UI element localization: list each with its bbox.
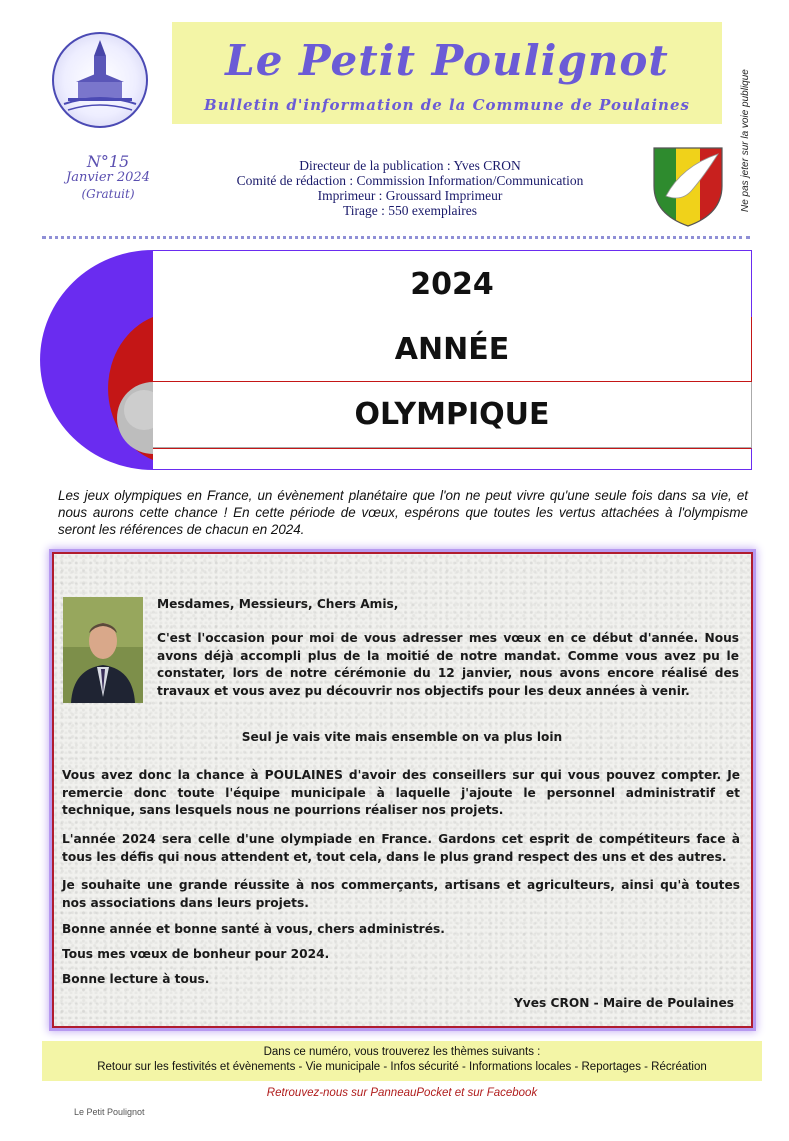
publication-credits [200, 158, 620, 218]
newsletter-title: Le Petit Poulignot [225, 36, 669, 85]
letter-greeting: Mesdames, Messieurs, Chers Amis, [157, 597, 399, 611]
credit-committee: Comité de rédaction : Commission Information/Communication [236, 173, 584, 188]
header-divider [42, 236, 750, 239]
letter-paragraph: C'est l'occasion pour moi de vous adresser mes vœux en ce début d'année. Nous avons déjà accompli plus de la moitié de notre mandat. Comme vous avez pu le constater, lors de notre cérémonie du 12 janvier, nous avons encore réalisé des travaux et vous avez pu découvrir nos objectifs pour les deux années à venir. [157, 631, 739, 698]
page-footer-name: Le Petit Poulignot [74, 1107, 145, 1117]
issue-number: N°15 [86, 152, 130, 171]
letter-paragraph: Bonne lecture à tous. [62, 972, 210, 986]
banner-olympique: OLYMPIQUE [153, 382, 752, 448]
banner-annee: ANNÉE [153, 317, 752, 382]
intro-paragraph: Les jeux olympiques en France, un évènement planétaire que l'on ne peut vivre qu'une seule fois dans sa vie, et nous aurons cette chance ! En cette période de vœux, espérons que toutes les vertus attachées à l'olympisme seront les références de chacun en 2024. [58, 488, 748, 537]
letter-paragraph: Bonne année et bonne santé à vous, chers administrés. [62, 922, 445, 936]
credit-director: Directeur de la publication : Yves CRON [299, 158, 521, 173]
letter-paragraph: Je souhaite une grande réussite à nos commerçants, artisans et agriculteurs, ainsi qu'à toutes nos associations dans leurs projets. [62, 878, 740, 910]
mayor-portrait-icon [63, 597, 143, 703]
credit-printer: Imprimeur : Groussard Imprimeur [317, 188, 503, 203]
letter-paragraph: Vous avez donc la chance à POULAINES d'avoir des conseillers sur qui vous pouvez compter. Je remercie donc toute l'équipe municipale à laquelle j'ajoute le personnel administratif et technique, sans lesquels nous ne pourrions réaliser nos projets. [62, 768, 740, 817]
letter-motto: Seul je vais vite mais ensemble on va plus loin [241, 730, 563, 744]
social-media-note: Retrouvez-nous sur PanneauPocket et sur Facebook [266, 1087, 538, 1099]
coat-of-arms-icon [652, 146, 724, 228]
banner-bottom-strip [153, 448, 752, 470]
issue-price: (Gratuit) [81, 187, 135, 201]
letter-paragraph: L'année 2024 sera celle d'une olympiade en France. Gardons cet esprit de compétiteurs face à tous les défis qui nous attendent et, tout cela, dans le plus grand respect des uns et des autres. [62, 832, 740, 864]
banner-year: 2024 [153, 250, 752, 318]
vertical-notice [736, 40, 756, 220]
letter-signature: Yves CRON - Maire de Poulaines [513, 996, 734, 1010]
vertical-notice-text: Ne pas jeter sur la voie publique [740, 69, 751, 212]
contents-intro: Dans ce numéro, vous trouverez les thèmes suivants : [263, 1046, 541, 1058]
olympic-arcs-graphic [40, 250, 160, 470]
issue-info [58, 154, 158, 202]
credit-print-run: Tirage : 550 exemplaires [342, 203, 478, 218]
contents-topics: Retour sur les festivités et évènements - Vie municipale - Infos sécurité - Informations locales - Reportages - Récréation [97, 1061, 707, 1073]
village-church-seal-icon [52, 32, 148, 128]
issue-date: Janvier 2024 [66, 170, 150, 185]
newsletter-subtitle: Bulletin d'information de la Commune de Poulaines [204, 96, 690, 114]
letter-paragraph: Tous mes vœux de bonheur pour 2024. [62, 947, 330, 961]
